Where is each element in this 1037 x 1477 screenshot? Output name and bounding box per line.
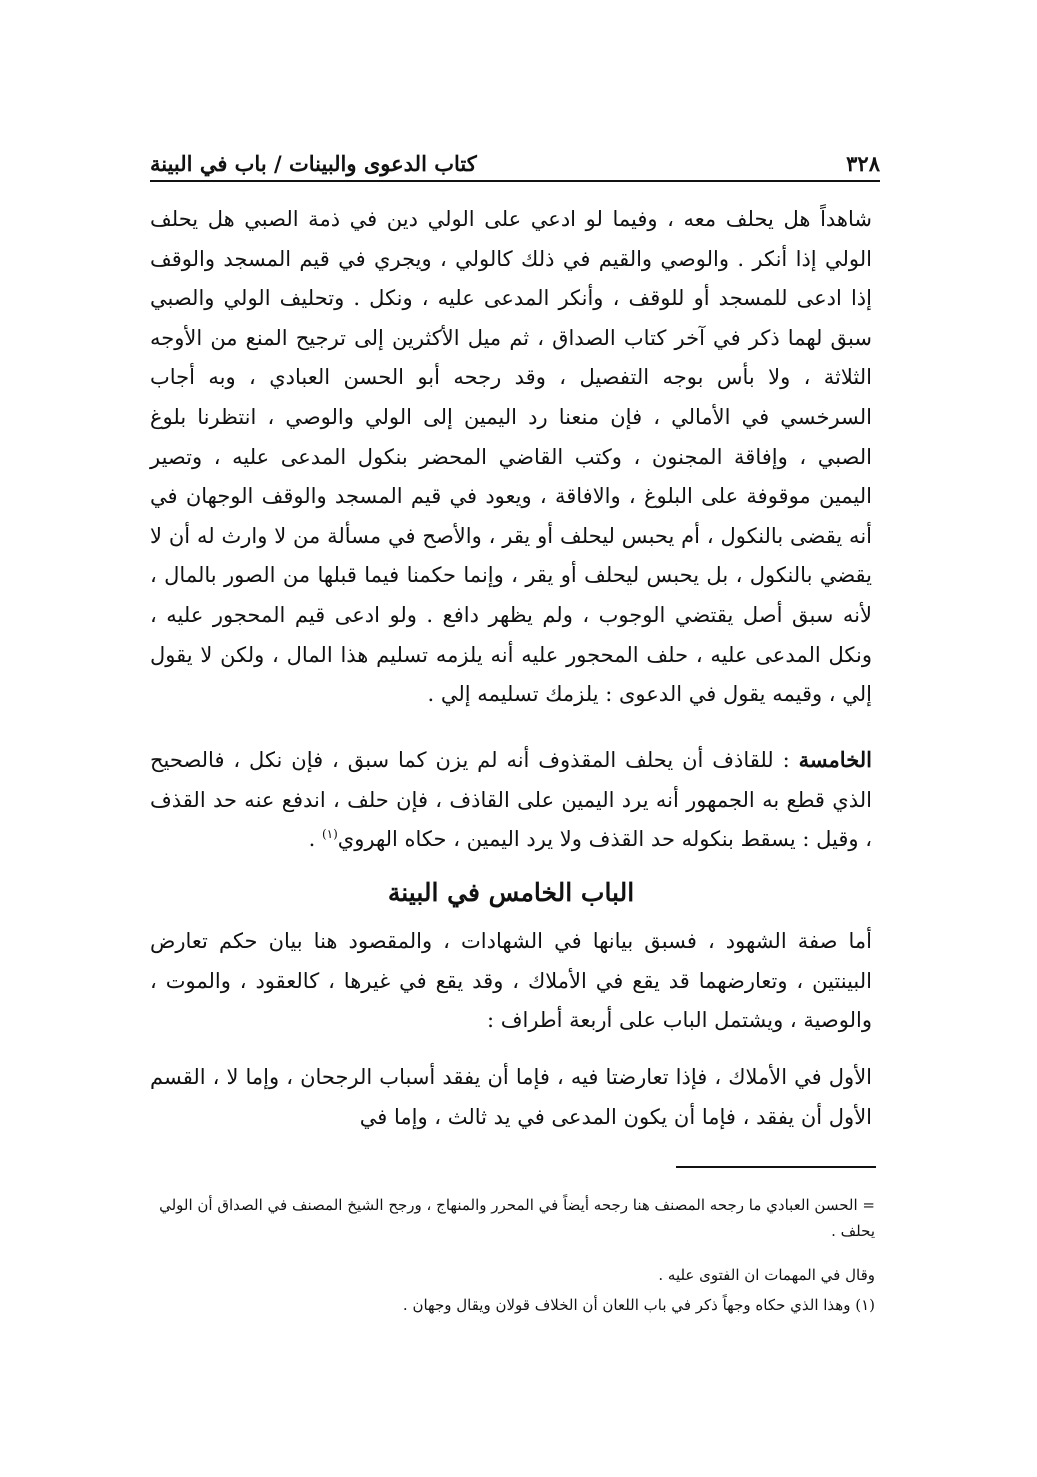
footnote-muhimmat: وقال في المهمات ان الفتوى عليه . (658, 1266, 875, 1284)
header-divider (150, 180, 880, 182)
paragraph-text-4: الأول في الأملاك ، فإذا تعارضتا فيه ، فإما أن يفقد أسباب الرجحان ، وإما لا ، القسم الأول أن يفقد ، فإما أن يكون المدعى في يد ثالث ، وإما في (150, 1065, 872, 1129)
footnote-1: (١) وهذا الذي حكاه وجهاً ذكر في باب اللعان أن الخلاف قولان ويقال وجهان . (402, 1296, 875, 1314)
paragraph-text: شاهداً هل يحلف معه ، وفيما لو ادعي على الولي دين في ذمة الصبي هل يحلف الولي إذا أنكر . والوصي والقيم في ذلك كالولي ، ويجري في قيم المسجد والوقف إذا ادعى للمسجد أو للوقف ، وأنكر المدعى عليه ، ونكل . وتحليف الولي والصبي سبق لهما ذكر في آخر كتاب الصداق ، ثم ميل الأكثرين إلى ترجيح المنع من الأوجه الثلاثة ، ولا بأس بوجه التفصيل ، وقد رجحه أبو الحسن العبادي ، وبه أجاب السرخسي في الأمالي ، فإن منعنا رد اليمين إلى الولي والوصي ، انتظرنا بلوغ الصبي ، وإفاقة المجنون ، وكتب القاضي المحضر بنكول المدعى عليه ، وتصير اليمين موقوفة على البلوغ ، والافاقة ، ويعود في قيم المسجد والوقف الوجهان في أنه يقضى بالنكول ، أم يحبس ليحلف أو يقر ، والأصح في مسألة من لا وارث له أن لا يقضي بالنكول ، بل يحبس ليحلف أو يقر ، وإنما حكمنا فيما قبلها من الصور بالمال ، لأنه سبق أصل يقتضي الوجوب ، ولم يظهر دافع . ولو ادعى قيم المحجور عليه ، ونكل المدعى عليه ، حلف المحجور عليه أنه يلزمه تسليم هذا المال ، ولكن لا يقول إلي ، وقيمه يقول في الدعوى : يلزمك تسليمه إلي . (150, 207, 872, 707)
paragraph-text-2 (150, 740, 872, 860)
body-paragraph-1 (150, 200, 872, 715)
page-number: ٣٢٨ (846, 151, 880, 176)
footnote-reference: (١) (321, 827, 338, 842)
paragraph-lead-word: الخامسة (798, 747, 872, 772)
paragraph-body: : للقاذف أن يحلف المقذوف أنه لم يزن كما سبق ، فإن نكل ، فالصحيح الذي قطع به الجمهور أنه يرد اليمين على القاذف ، فإن حلف ، اندفع عنه حد القذف ، وقيل : يسقط بنكوله حد القذف ولا يرد اليمين ، حكاه الهروي (150, 748, 872, 852)
paragraph-text-3: أما صفة الشهود ، فسبق بيانها في الشهادات ، والمقصود هنا بيان حكم تعارض البينتين ، وتعارضهما قد يقع في الأملاك ، وقد يقع في غيرها ، كالعقود ، والموت ، والوصية ، ويشتمل الباب على أربعة أطراف : (150, 929, 872, 1033)
page-header (150, 140, 880, 176)
footnote-divider (676, 1166, 876, 1168)
body-paragraph-4 (150, 1058, 872, 1137)
body-paragraph-3 (150, 922, 872, 1041)
paragraph-end: . (308, 827, 322, 852)
body-paragraph-2 (150, 740, 872, 860)
chapter-heading: الباب الخامس في البينة (387, 878, 635, 907)
footnote-continued: = الحسن العبادي ما رجحه المصنف هنا رجحه أيضاً في المحرر والمنهاج ، ورجح الشيخ المصنف في الصداق أن الولي يحلف . (159, 1196, 875, 1240)
running-title: كتاب الدعوى والبينات / باب في البينة (150, 151, 477, 176)
